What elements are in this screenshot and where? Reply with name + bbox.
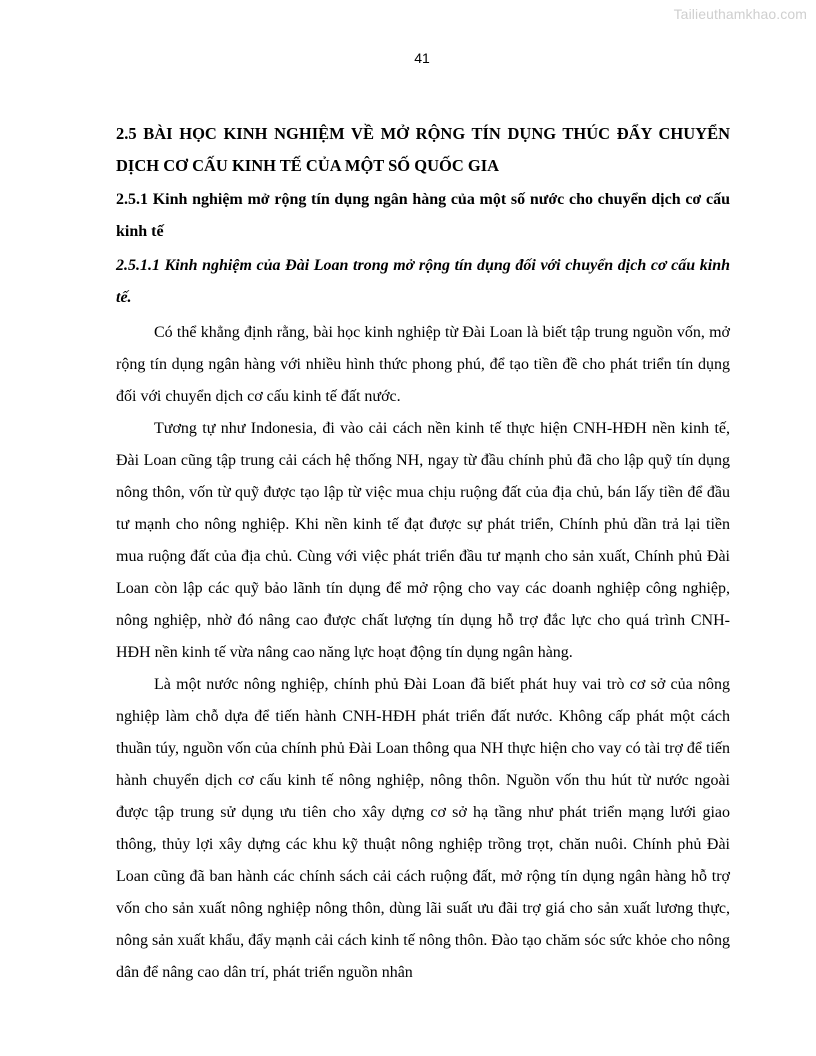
paragraph-2: Tương tự như Indonesia, đi vào cải cách nền kinh tế thực hiện CNH-HĐH nền kinh tế, Đài Loan cũng tập trung cải cách hệ thống NH, ngay từ đầu chính phủ đã cho lập quỹ tín dụng nông thôn, vốn từ quỹ được tạo lập từ việc mua chịu ruộng đất của địa chủ, bán lấy tiền để đầu tư mạnh cho nông nghiệp. Khi nền kinh tế đạt được sự phát triển, Chính phủ dần trả lại tiền mua ruộng đất của địa chủ. Cùng với việc phát triển đầu tư mạnh cho sản xuất, Chính phủ Đài Loan còn lập các quỹ bảo lãnh tín dụng để mở rộng cho vay các doanh nghiệp công nghiệp, nông nghiệp, nhờ đó nâng cao được chất lượng tín dụng hỗ trợ đắc lực cho quá trình CNH-HĐH nền kinh tế vừa nâng cao năng lực hoạt động tín dụng ngân hàng. [116,420,730,661]
page-number: 41 [414,50,430,66]
document-body [116,118,730,989]
paragraph-3: Là một nước nông nghiệp, chính phủ Đài Loan đã biết phát huy vai trò cơ sở của nông nghiệp làm chỗ dựa để tiến hành CNH-HĐH phát triển đất nước. Không cấp phát một cách thuần túy, nguồn vốn của chính phủ Đài Loan thông qua NH thực hiện cho vay có tài trợ để tiến hành chuyển dịch cơ cấu kinh tế nông nghiệp, nông thôn. Nguồn vốn thu hút từ nước ngoài được tập trung sử dụng ưu tiên cho xây dựng cơ sở hạ tầng như phát triển mạng lưới giao thông, thủy lợi xây dựng các khu kỹ thuật nông nghiệp trồng trọt, chăn nuôi. Chính phủ Đài Loan cũng đã ban hành các chính sách cải cách ruộng đất, mở rộng tín dụng ngân hàng hỗ trợ vốn cho sản xuất nông nghiệp nông thôn, dùng lãi suất ưu đãi trợ giá cho sản xuất lương thực, nông sản xuất khẩu, đẩy mạnh cải cách kinh tế nông thôn. Đào tạo chăm sóc sức khỏe cho nông dân để nâng cao dân trí, phát triển nguồn nhân [116,676,730,981]
section-heading: 2.5 BÀI HỌC KINH NGHIỆM VỀ MỞ RỘNG TÍN DỤNG THÚC ĐẨY CHUYỂN DỊCH CƠ CẤU KINH TẾ CỦA MỘT SỐ QUỐC GIA [116,124,730,175]
sub-subsection-heading: 2.5.1.1 Kinh nghiệm của Đài Loan trong mở rộng tín dụng đối với chuyển dịch cơ cấu kinh tế. [116,257,730,306]
watermark-text: Tailieuthamkhao.com [673,6,807,22]
subsection-heading: 2.5.1 Kinh nghiệm mở rộng tín dụng ngân hàng của một số nước cho chuyển dịch cơ cấu kinh tế [116,191,730,240]
paragraph-1: Có thể khẳng định rằng, bài học kinh nghiệp từ Đài Loan là biết tập trung nguồn vốn, mở rộng tín dụng ngân hàng với nhiều hình thức phong phú, để tạo tiền đề cho phát triển tín dụng đối với chuyển dịch cơ cấu kinh tế đất nước. [116,324,730,405]
